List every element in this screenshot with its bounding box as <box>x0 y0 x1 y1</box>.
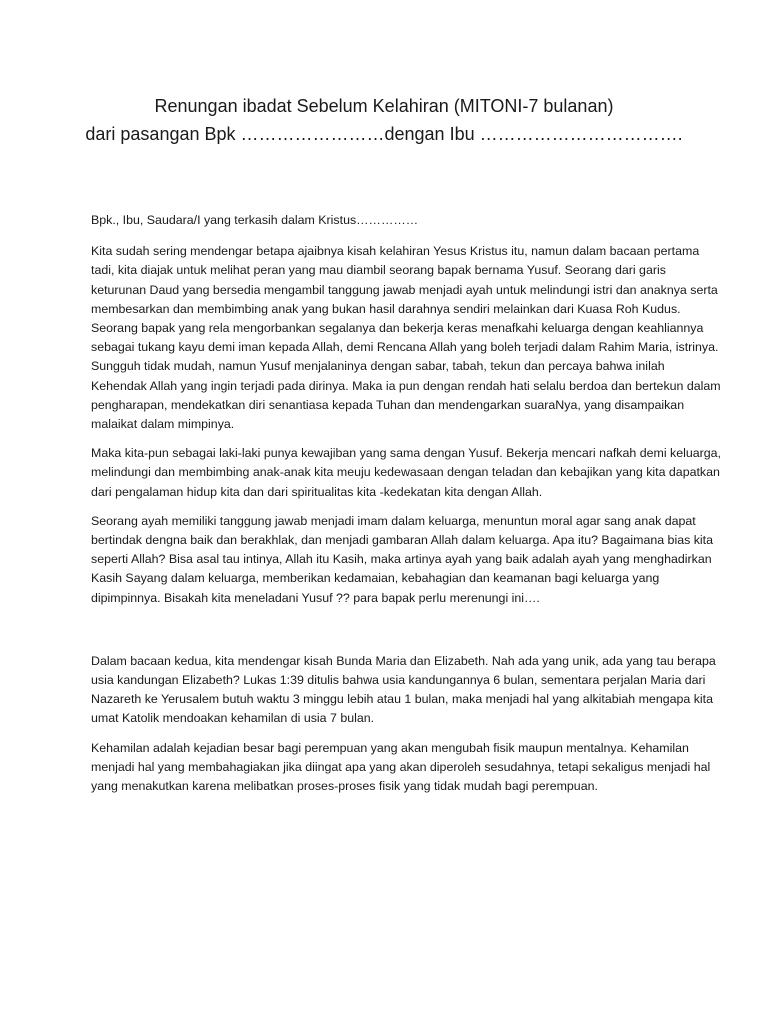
title-line-1: Renungan ibadat Sebelum Kelahiran (MITONI-7 bulanan) <box>154 96 614 116</box>
paragraph-yusuf: Kita sudah sering mendengar betapa ajaibnya kisah kelahiran Yesus Kristus itu, namun dalam bacaan pertama tadi, kita diajak untuk melihat peran yang mau diambil seorang bapak bernama Yusuf. Seorang dari garis keturunan Daud yang bersedia mengambil tanggung jawab menjadi ayah untuk melindungi istri dan anaknya serta membesarkan dan membimbing anak yang bukan hasil darahnya sendiri melainkan dari Kuasa Roh Kudus. Seorang bapak yang rela mengorbankan segalanya dan bekerja keras menafkahi keluarga dengan keahliannya sebagai tukang kayu demi iman kepada Allah, demi Rencana Allah yang boleh terjadi dalam Rahim Maria, istrinya. Sungguh tidak mudah, namun Yusuf menjalaninya dengan sabar, tabah, tekun dan percaya bahwa inilah Kehendak Allah yang ingin terjadi pada dirinya. Maka ia pun dengan rendah hati selalu berdoa dan bertekun dalam pengharapan, mendekatkan diri senantiasa kepada Tuhan dan mendengarkan suaraNya, yang disampaikan malaikat dalam mimpinya. <box>91 244 721 432</box>
paragraph-ayah: Seorang ayah memiliki tanggung jawab menjadi imam dalam keluarga, menuntun moral agar sang anak dapat bertindak dengna baik dan berakhlak, dan menjadi gambaran Allah dalam keluarga. Apa itu? Bagaimana bias kita seperti Allah? Bisa asal tau intinya, Allah itu Kasih, maka artinya ayah yang baik adalah ayah yang menghadirkan Kasih Sayang dalam keluarga, memberikan kedamaian, kebahagian dan keamanan bagi keluarga yang dipimpinnya. Bisakah kita meneladani Yusuf ?? para bapak perlu merenungi ini…. <box>91 513 714 605</box>
paragraph-bacaan-kedua: Dalam bacaan kedua, kita mendengar kisah Bunda Maria dan Elizabeth. Nah ada yang unik, ada yang tau berapa usia kandungan Elizabeth? Lukas 1:39 ditulis bahwa usia kandungannya 6 bulan, sementara perjalan Maria dari Nazareth ke Yerusalem butuh waktu 3 minggu lebih atau 1 bulan, maka menjadi hal yang alkitabiah mengapa kita umat Katolik mendoakan kehamilan di usia 7 bulan. <box>91 653 716 726</box>
paragraph-gap <box>91 618 721 652</box>
document-body <box>91 211 721 806</box>
paragraph-kehamilan: Kehamilan adalah kejadian besar bagi perempuan yang akan mengubah fisik maupun mentalnya. Kehamilan menjadi hal yang membahagiakan jika diingat apa yang akan diperoleh sesudahnya, tetapi sekaligus menjadi hal yang menakutkan karena melibatkan proses-proses fisik yang tidak mudah bagi perempuan. <box>91 740 711 794</box>
greeting: Bpk., Ibu, Saudara/I yang terkasih dalam Kristus…………… <box>91 213 419 227</box>
paragraph-kewajiban: Maka kita-pun sebagai laki-laki punya kewajiban yang sama dengan Yusuf. Bekerja mencari nafkah demi keluarga, melindungi dan membimbing anak-anak kita meuju kedewasaan dengan teladan dan kebajikan yang kita dapatkan dari pengalaman hidup kita dan dari spiritualitas kita -kedekatan kita dengan Allah. <box>91 446 721 499</box>
title-line-2: dari pasangan Bpk ……………………dengan Ibu ……………………………. <box>85 124 683 144</box>
document-title <box>0 92 768 148</box>
